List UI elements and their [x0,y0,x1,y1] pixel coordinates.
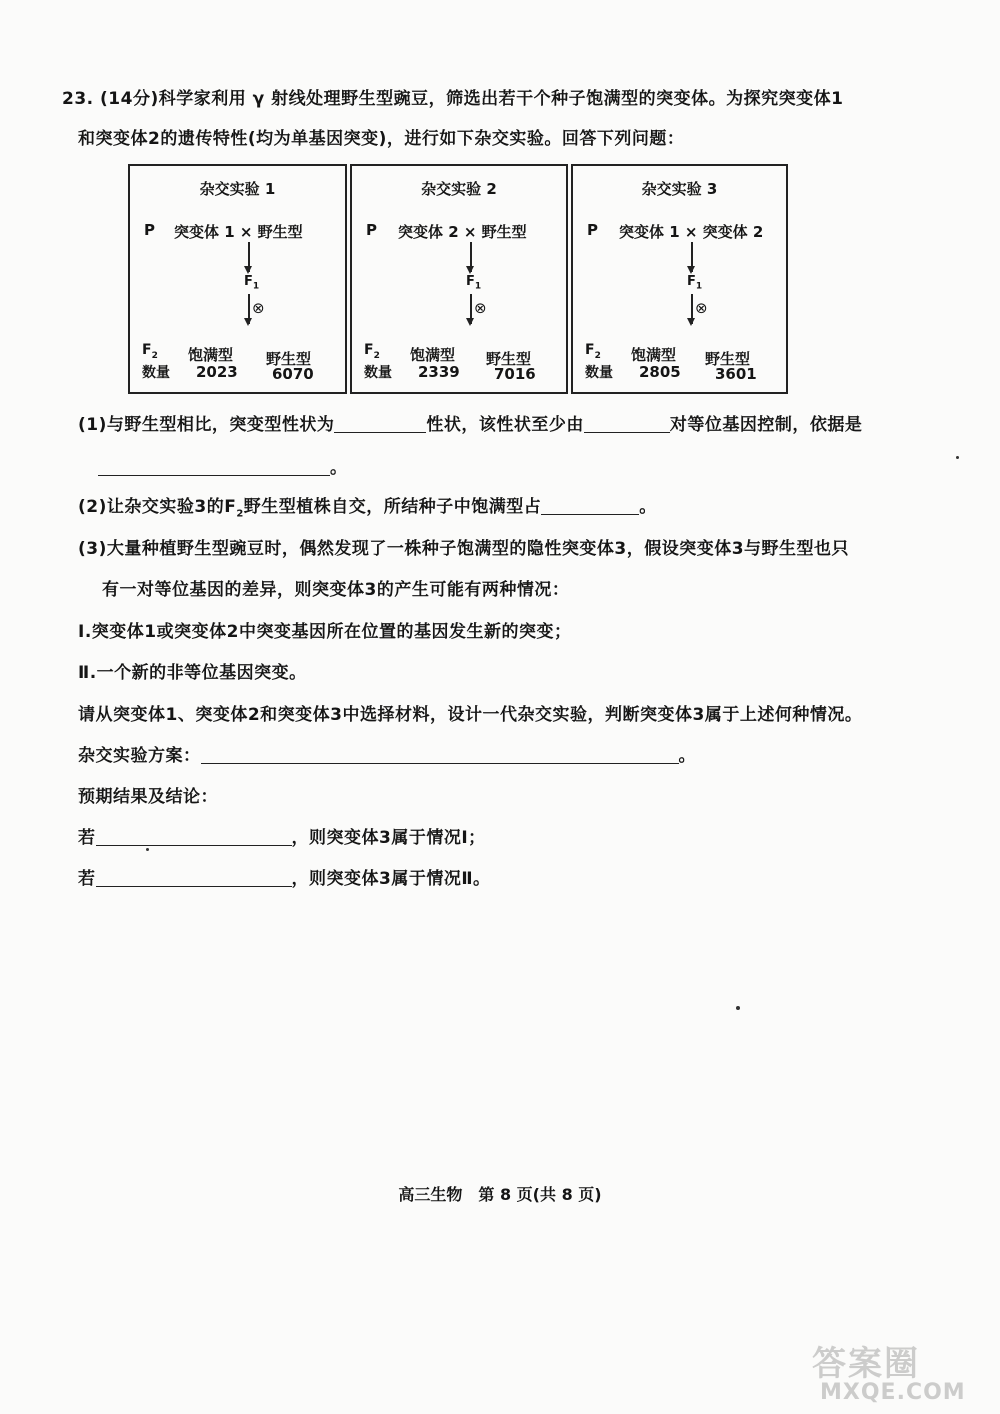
experiment-1-f1-label: $F_1$ [244,274,260,292]
watermark-text: 答案圈 [812,1344,920,1384]
experiment-1-plump-header: 饱满型 [188,346,234,364]
experiment-1-count-label: 数量 [142,365,170,381]
q1-reason-line [98,453,348,478]
q1-blank-trait[interactable] [334,414,426,433]
experiment-3-cross: 突变体 1 × 突变体 2 [619,223,764,241]
experiment-1-plump-value: 2023 [196,363,238,381]
q1-blank-reason[interactable] [98,457,330,476]
q1-text-a: (1)与野生型相比，突变型性状为 [78,415,335,435]
experiment-1-f2-label: $F_2$ [142,342,158,361]
q3-blank-result-1[interactable] [96,827,292,846]
q3-expect-label: 预期结果及结论： [78,787,218,807]
experiment-2-count-label: 数量 [364,365,392,381]
question-stem-line-1: 23. (14分)科学家利用 γ 射线处理野生型豌豆，筛选出若干个种子饱满型的突变体。为探究突变体1 [62,89,844,109]
q3-plan-label: 杂交实验方案： [78,746,201,766]
experiment-2-box [350,164,568,394]
q3-case-2: Ⅱ.一个新的非等位基因突变。 [78,663,307,683]
experiment-3-f1-label: $F_1$ [687,274,703,292]
q3-case-1: Ⅰ.突变体1或突变体2中突变基因所在位置的基因发生新的突变； [78,622,572,642]
q2-text-b: 野生型植株自交，所结种子中饱满型占 [243,497,542,517]
selfing-icon: ⊗ [474,299,487,317]
scan-speck [956,456,959,459]
q3-if-1: 若 [78,828,96,848]
q1-text-b: 性状，该性状至少由 [426,415,584,435]
watermark-url: MXQE.COM [820,1380,966,1405]
scan-speck [146,848,149,851]
q2-blank-ratio[interactable] [541,496,639,515]
q2-sub: 2 [236,508,244,520]
question-stem-line-2: 和突变体2的遗传特性(均为单基因突变)，进行如下杂交实验。回答下列问题： [78,129,685,149]
page-footer: 高三生物 第 8 页(共 8 页) [398,1185,602,1204]
watermark-logo [778,1336,988,1412]
experiment-2-f2-label: $F_2$ [364,342,380,361]
experiment-3-plump-header: 饱满型 [631,346,677,364]
experiment-3-p-label: P [587,221,598,239]
q3-result-1-line [78,823,486,848]
experiment-1-wild-header: 野生型 [266,350,312,368]
q1-line [78,410,862,435]
experiment-3-arrow-f1-to-f2 [691,294,693,324]
selfing-icon: ⊗ [695,299,708,317]
q3-blank-result-2[interactable] [96,868,292,887]
experiment-1-wild-value: 6070 [272,365,314,383]
experiment-1-box [128,164,347,394]
experiment-1-arrow-f1-to-f2 [248,294,250,324]
experiment-2-f1-label: $F_1$ [466,274,482,292]
q1-blank-gene-pairs[interactable] [584,414,670,433]
experiment-1-arrow-p-to-f1 [248,242,250,272]
experiment-3-title: 杂交实验 3 [641,180,718,198]
experiment-2-cross: 突变体 2 × 野生型 [398,223,527,241]
experiment-1-cross: 突变体 1 × 野生型 [174,223,303,241]
experiment-2-plump-value: 2339 [418,363,460,381]
experiment-2-plump-header: 饱满型 [410,346,456,364]
q3-if-2: 若 [78,869,96,889]
q2-line [78,492,657,519]
q1-text-c: 对等位基因控制，依据是 [669,415,863,435]
q3-result-1: ，则突变体3属于情况Ⅰ； [291,828,486,848]
selfing-icon: ⊗ [252,299,265,317]
experiment-3-plump-value: 2805 [639,363,681,381]
q3-result-2: ，则突变体3属于情况Ⅱ。 [291,869,491,889]
experiment-3-f2-label: $F_2$ [585,342,601,361]
q3-blank-plan[interactable] [201,745,679,764]
q2-text-a: (2)让杂交实验3的F [78,497,237,517]
experiment-3-arrow-p-to-f1 [691,242,693,272]
q3-plan-line [78,741,696,766]
q1-end: 。 [330,458,348,478]
experiment-2-arrow-f1-to-f2 [470,294,472,324]
q3-line-1: (3)大量种植野生型豌豆时，偶然发现了一株种子饱满型的隐性突变体3，假设突变体3与野生型也只 [78,539,850,559]
q3-line-2: 有一对等位基因的差异，则突变体3的产生可能有两种情况： [102,580,570,600]
q3-instruction: 请从突变体1、突变体2和突变体3中选择材料，设计一代杂交实验，判断突变体3属于上述何种情况。 [78,705,863,725]
experiment-3-wild-value: 3601 [715,365,757,383]
q3-result-2-line [78,864,491,889]
experiment-2-wild-header: 野生型 [486,350,532,368]
q3-plan-end: 。 [678,746,696,766]
experiment-3-wild-header: 野生型 [705,350,751,368]
q2-end: 。 [639,497,657,517]
experiment-1-title: 杂交实验 1 [199,180,276,198]
scan-speck [736,1006,740,1010]
experiment-2-p-label: P [366,221,377,239]
experiment-2-title: 杂交实验 2 [421,180,497,198]
experiment-2-arrow-p-to-f1 [470,242,472,272]
experiment-3-count-label: 数量 [585,365,613,381]
experiment-3-box [571,164,788,394]
experiment-1-p-label: P [144,221,155,239]
experiment-2-wild-value: 7016 [494,365,536,383]
